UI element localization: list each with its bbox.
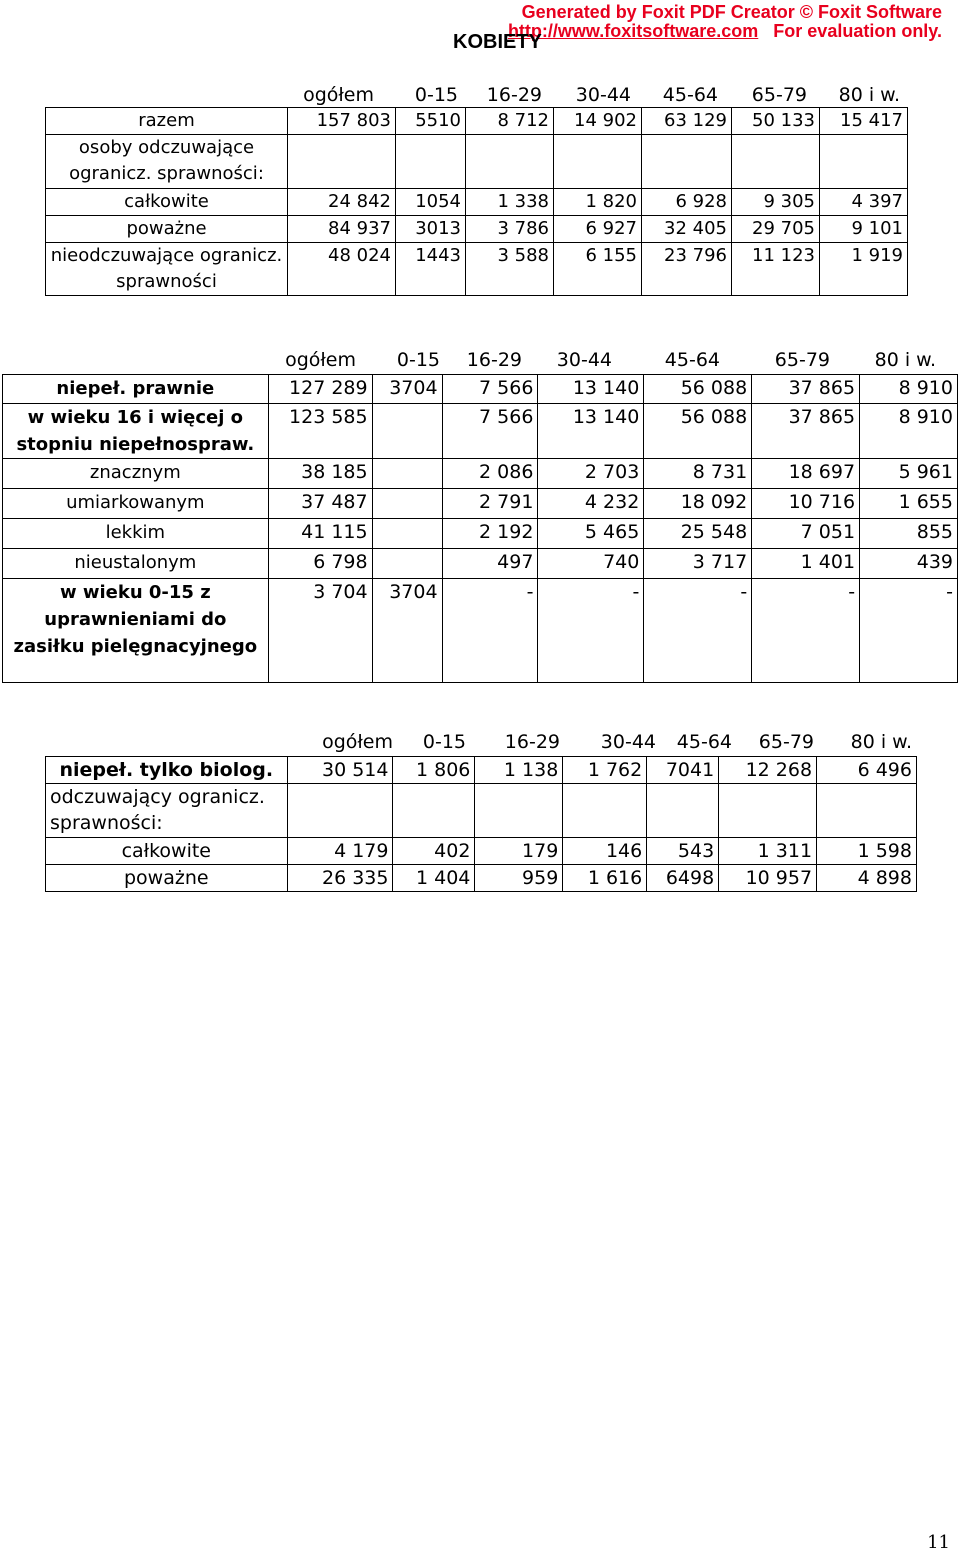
table3-header <box>0 730 960 754</box>
table-cell: 32 405 <box>642 216 732 243</box>
table-row <box>46 865 917 892</box>
row-label: razem <box>46 108 288 135</box>
table-row <box>46 108 908 135</box>
table-cell: 12 268 <box>719 757 817 784</box>
table-cell: 9 101 <box>820 216 908 243</box>
table-cell: 3704 <box>372 579 442 683</box>
table2-header-cell: 80 i w. <box>874 349 936 371</box>
table-cell: 3 588 <box>466 243 554 296</box>
table-cell: 56 088 <box>644 375 752 404</box>
table-cell: 4 397 <box>820 189 908 216</box>
table-cell: 14 902 <box>554 108 642 135</box>
table-cell: - <box>752 579 860 683</box>
table-cell: 25 548 <box>644 519 752 549</box>
table-cell: 30 514 <box>287 757 393 784</box>
table-cell: 1 404 <box>393 865 475 892</box>
page-title: KOBIETY <box>453 31 542 53</box>
table-cell: 855 <box>860 519 958 549</box>
table-row <box>3 404 958 459</box>
table-cell: 13 140 <box>538 404 644 459</box>
table-cell <box>647 784 719 838</box>
table-row <box>3 519 958 549</box>
table-cell: 8 910 <box>860 375 958 404</box>
table-cell: 24 842 <box>288 189 396 216</box>
row-label: niepeł. prawnie <box>3 375 269 404</box>
table-row <box>46 757 917 784</box>
table-cell: 497 <box>442 549 538 579</box>
table-cell: 959 <box>475 865 563 892</box>
table-cell: 402 <box>393 838 475 865</box>
table-cell: 3013 <box>396 216 466 243</box>
table-row <box>46 216 908 243</box>
row-label: poważne <box>46 865 288 892</box>
row-label: znacznym <box>3 459 269 489</box>
table2-header-cell: 16-29 <box>466 349 522 371</box>
table-cell: 37 865 <box>752 404 860 459</box>
table-cell: 179 <box>475 838 563 865</box>
table-cell: 157 803 <box>288 108 396 135</box>
table-cell: 439 <box>860 549 958 579</box>
table-cell: 6 155 <box>554 243 642 296</box>
table-cell <box>372 459 442 489</box>
table-cell: 6 928 <box>642 189 732 216</box>
watermark-line-1: Generated by Foxit PDF Creator © Foxit Software <box>521 2 942 22</box>
table-cell: 29 705 <box>732 216 820 243</box>
table-cell: - <box>644 579 752 683</box>
table-row <box>46 189 908 216</box>
table-cell: 50 133 <box>732 108 820 135</box>
row-label: w wieku 16 i więcej o stopniu niepełnospraw. <box>3 404 269 459</box>
table-cell: 56 088 <box>644 404 752 459</box>
table1-header-cell: 0-15 <box>414 84 458 106</box>
table-cell: 7 051 <box>752 519 860 549</box>
table-cell: 63 129 <box>642 108 732 135</box>
row-label: odczuwający ogranicz. sprawności: <box>46 784 288 838</box>
table-cell: 11 123 <box>732 243 820 296</box>
table3-header-cell: 30-44 <box>600 731 656 753</box>
table-cell: 1 655 <box>860 489 958 519</box>
table-cell: 1 919 <box>820 243 908 296</box>
table-cell: 146 <box>563 838 647 865</box>
table-cell: 37 865 <box>752 375 860 404</box>
table-cell: 3 786 <box>466 216 554 243</box>
table-cell: 1 311 <box>719 838 817 865</box>
table-cell: 3704 <box>372 375 442 404</box>
table-row <box>46 243 908 296</box>
table-cell: 6 927 <box>554 216 642 243</box>
table3-header-cell: ogółem <box>322 731 393 753</box>
table1-header-cell: ogółem <box>303 84 374 106</box>
table-cell: 5 465 <box>538 519 644 549</box>
table-cell: 1 338 <box>466 189 554 216</box>
table-cell: 18 092 <box>644 489 752 519</box>
row-label: całkowite <box>46 838 288 865</box>
table-cell <box>820 135 908 189</box>
table-row <box>46 838 917 865</box>
table-cell: 3 717 <box>644 549 752 579</box>
table-row <box>46 135 908 189</box>
table2 <box>2 374 958 683</box>
table-cell: 1 762 <box>563 757 647 784</box>
table-cell <box>372 489 442 519</box>
row-label: umiarkowanym <box>3 489 269 519</box>
table-cell: 10 716 <box>752 489 860 519</box>
table-cell: 7041 <box>647 757 719 784</box>
table-cell <box>396 135 466 189</box>
table2-header-cell: 45-64 <box>664 349 720 371</box>
table-cell: 8 731 <box>644 459 752 489</box>
table-cell <box>393 784 475 838</box>
watermark-text: For evaluation only. <box>773 21 942 41</box>
watermark-link[interactable]: http://www.foxitsoftware.com <box>507 21 759 41</box>
table3-header-cell: 65-79 <box>758 731 814 753</box>
table-cell: 740 <box>538 549 644 579</box>
row-label: poważne <box>46 216 288 243</box>
table-cell: 7 566 <box>442 404 538 459</box>
table-cell: 15 417 <box>820 108 908 135</box>
table-cell: 2 703 <box>538 459 644 489</box>
row-label: lekkim <box>3 519 269 549</box>
table-cell: 123 585 <box>268 404 372 459</box>
table-cell: 23 796 <box>642 243 732 296</box>
table-cell: 1 616 <box>563 865 647 892</box>
table-row <box>3 489 958 519</box>
table-cell: 1 401 <box>752 549 860 579</box>
table-cell <box>475 784 563 838</box>
table3-header-cell: 0-15 <box>422 731 466 753</box>
table1-header-cell: 65-79 <box>751 84 807 106</box>
table-row <box>3 579 958 683</box>
row-label: niepeł. tylko biolog. <box>46 757 288 784</box>
row-label: nieodczuwające ogranicz. sprawności <box>46 243 288 296</box>
table1-header-cell: 30-44 <box>575 84 631 106</box>
table-cell <box>287 784 393 838</box>
table-cell: 10 957 <box>719 865 817 892</box>
page-number: 11 <box>927 1532 950 1553</box>
table3 <box>45 756 917 892</box>
table-cell: - <box>538 579 644 683</box>
table-cell: 2 192 <box>442 519 538 549</box>
table-row <box>3 549 958 579</box>
table-cell: 6 496 <box>817 757 917 784</box>
table-cell: 6 798 <box>268 549 372 579</box>
table-cell: 4 232 <box>538 489 644 519</box>
table-cell: 7 566 <box>442 375 538 404</box>
table-cell: 1 138 <box>475 757 563 784</box>
table1-header <box>0 83 960 107</box>
table-cell: - <box>442 579 538 683</box>
table-cell: 1 806 <box>393 757 475 784</box>
table-row <box>46 784 917 838</box>
table2-header <box>0 348 960 372</box>
table-cell: 8 712 <box>466 108 554 135</box>
table2-header-cell: 65-79 <box>774 349 830 371</box>
table-row <box>3 375 958 404</box>
table-cell: 8 910 <box>860 404 958 459</box>
table3-header-cell: 80 i w. <box>850 731 912 753</box>
table-cell: - <box>860 579 958 683</box>
table-cell <box>372 519 442 549</box>
table2-header-cell: 30-44 <box>556 349 612 371</box>
table-cell: 1 598 <box>817 838 917 865</box>
table1-header-cell: 80 i w. <box>838 84 900 106</box>
table-cell <box>719 784 817 838</box>
table1-header-cell: 16-29 <box>486 84 542 106</box>
row-label: całkowite <box>46 189 288 216</box>
table-cell <box>372 404 442 459</box>
table-cell <box>817 784 917 838</box>
table-cell: 2 086 <box>442 459 538 489</box>
table-cell: 3 704 <box>268 579 372 683</box>
table-cell <box>288 135 396 189</box>
table1-header-cell: 45-64 <box>662 84 718 106</box>
table-cell: 84 937 <box>288 216 396 243</box>
table2-header-cell: ogółem <box>285 349 356 371</box>
table-cell <box>372 549 442 579</box>
table-cell: 1 820 <box>554 189 642 216</box>
table-cell: 9 305 <box>732 189 820 216</box>
table-cell <box>554 135 642 189</box>
table1 <box>45 107 908 296</box>
table-cell: 543 <box>647 838 719 865</box>
table-cell: 48 024 <box>288 243 396 296</box>
table-cell: 127 289 <box>268 375 372 404</box>
table-cell: 18 697 <box>752 459 860 489</box>
row-label: nieustalonym <box>3 549 269 579</box>
table-cell: 4 179 <box>287 838 393 865</box>
row-label: osoby odczuwające ogranicz. sprawności: <box>46 135 288 189</box>
table-cell <box>563 784 647 838</box>
table2-header-cell: 0-15 <box>396 349 440 371</box>
table-cell: 5510 <box>396 108 466 135</box>
table-cell: 1054 <box>396 189 466 216</box>
table-cell: 2 791 <box>442 489 538 519</box>
table-cell: 13 140 <box>538 375 644 404</box>
table-cell: 5 961 <box>860 459 958 489</box>
table-cell: 4 898 <box>817 865 917 892</box>
table-cell <box>466 135 554 189</box>
table-row <box>3 459 958 489</box>
table-cell <box>642 135 732 189</box>
table-cell: 37 487 <box>268 489 372 519</box>
table3-header-cell: 16-29 <box>504 731 560 753</box>
watermark-line-2 <box>508 21 942 41</box>
table3-header-cell: 45-64 <box>676 731 732 753</box>
table-cell: 41 115 <box>268 519 372 549</box>
table-cell: 1443 <box>396 243 466 296</box>
table-cell: 6498 <box>647 865 719 892</box>
row-label: w wieku 0-15 z uprawnieniami do zasiłku pielęgnacyjnego <box>3 579 269 683</box>
table-cell: 38 185 <box>268 459 372 489</box>
table-cell: 26 335 <box>287 865 393 892</box>
table-cell <box>732 135 820 189</box>
